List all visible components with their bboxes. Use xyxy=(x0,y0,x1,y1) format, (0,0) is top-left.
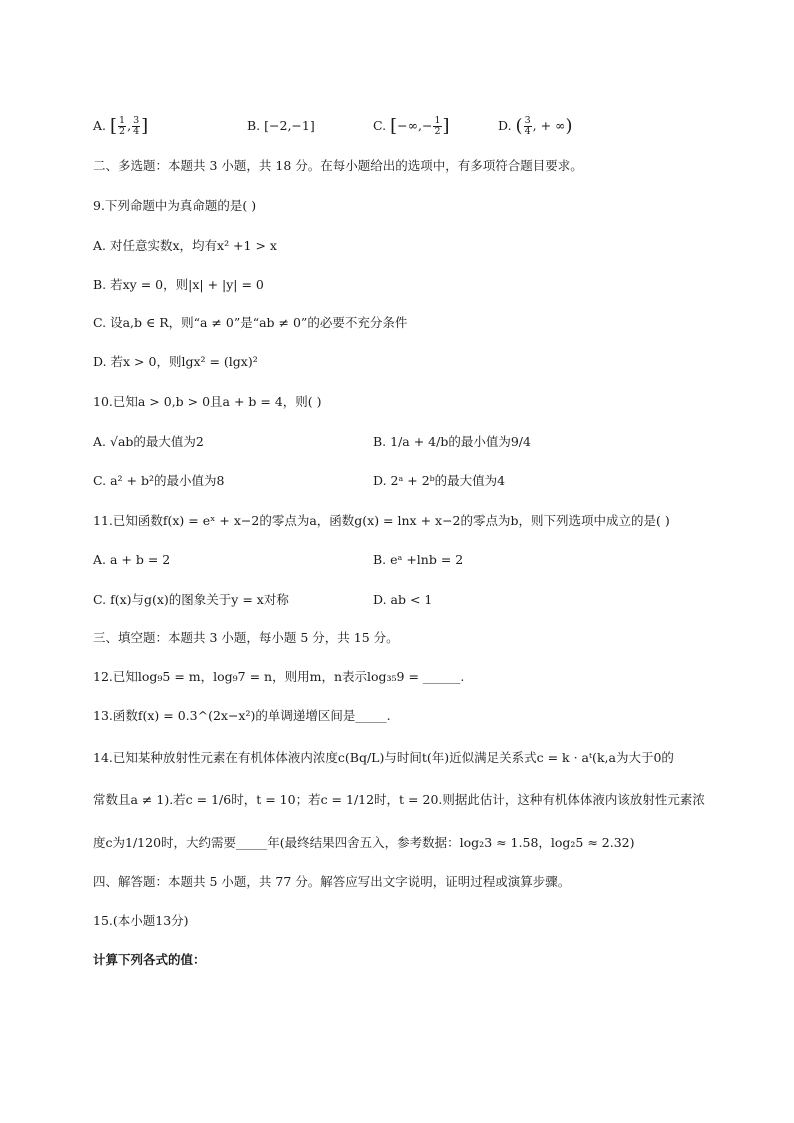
q10-option-d: D. 2ᵃ + 2ᵇ的最大值为4 xyxy=(373,473,506,488)
q13-text: 13.函数f(x) = 0.3^(2x−x²)的单调递增区间是_____. xyxy=(93,708,391,723)
q9-option-c: C. 设a,b ∈ R，则“a ≠ 0”是“ab ≠ 0”的必要不充分条件 xyxy=(93,315,408,330)
q10-option-a: A. √ab的最大值为2 xyxy=(93,434,204,449)
q8-option-d: D. ( $\frac{3}{4}$ , + ∞) xyxy=(498,115,573,137)
section-2-heading: 二、多选题：本题共 3 小题，共 18 分。在每小题给出的选项中，有多项符合题目要求。 xyxy=(93,158,583,173)
q11-option-d: D. ab < 1 xyxy=(373,592,433,607)
q10-stem: 10.已知a > 0,b > 0且a + b = 4，则( ) xyxy=(93,394,322,409)
q8-option-b: B. [−2,−1] xyxy=(247,118,315,133)
q11-option-c: C. f(x)与g(x)的图象关于y = x对称 xyxy=(93,592,289,607)
q8-option-c: C. [−∞,− $\frac{1}{2}$ ] xyxy=(373,115,450,137)
q10-option-c: C. a² + b²的最小值为8 xyxy=(93,473,225,488)
section-4-heading: 四、解答题：本题共 5 小题，共 77 分。解答应写出文字说明，证明过程或演算步骤。 xyxy=(93,874,571,889)
q11-option-a: A. a + b = 2 xyxy=(93,552,171,567)
q15-title: 15.(本小题13分) xyxy=(93,913,189,928)
q9-option-d: D. 若x > 0，则lgx² = (lgx)² xyxy=(93,354,258,369)
q12-text: 12.已知log₉5 = m，log₉7 = n，则用m，n表示log₃₅9 = ______. xyxy=(93,669,465,684)
q9-stem: 9.下列命题中为真命题的是( ) xyxy=(93,198,257,213)
q11-option-b: B. eᵃ +lnb = 2 xyxy=(373,552,464,567)
q14-line-2: 常数且a ≠ 1).若c = 1/6时，t = 10；若c = 1/12时，t = 20.则据此估计，这种有机体体液内该放射性元素浓 xyxy=(93,792,705,807)
section-3-heading: 三、填空题：本题共 3 小题，每小题 5 分，共 15 分。 xyxy=(93,630,399,645)
q14-line-1: 14.已知某种放射性元素在有机体体液内浓度c(Bq/L)与时间t(年)近似满足关系式c = k · aᵗ(k,a为大于0的 xyxy=(93,750,674,765)
q9-option-b: B. 若xy = 0，则|x| + |y| = 0 xyxy=(93,277,264,292)
q9-option-a: A. 对任意实数x，均有x² +1 > x xyxy=(93,238,277,253)
q15-prompt: 计算下列各式的值： xyxy=(93,952,206,967)
q14-line-3: 度c为1/120时，大约需要_____年(最终结果四舍五入，参考数据：log₂3 ≈ 1.58，log₂5 ≈ 2.32) xyxy=(93,835,635,850)
q10-option-b: B. 1/a + 4/b的最小值为9/4 xyxy=(373,434,531,449)
q8-option-a: A. [ $\frac{1}{2}$ , $\frac{3}{4}$ ] xyxy=(93,115,149,137)
q11-stem: 11.已知函数f(x) = eˣ + x−2的零点为a，函数g(x) = lnx + x−2的零点为b，则下列选项中成立的是( ) xyxy=(93,513,670,528)
